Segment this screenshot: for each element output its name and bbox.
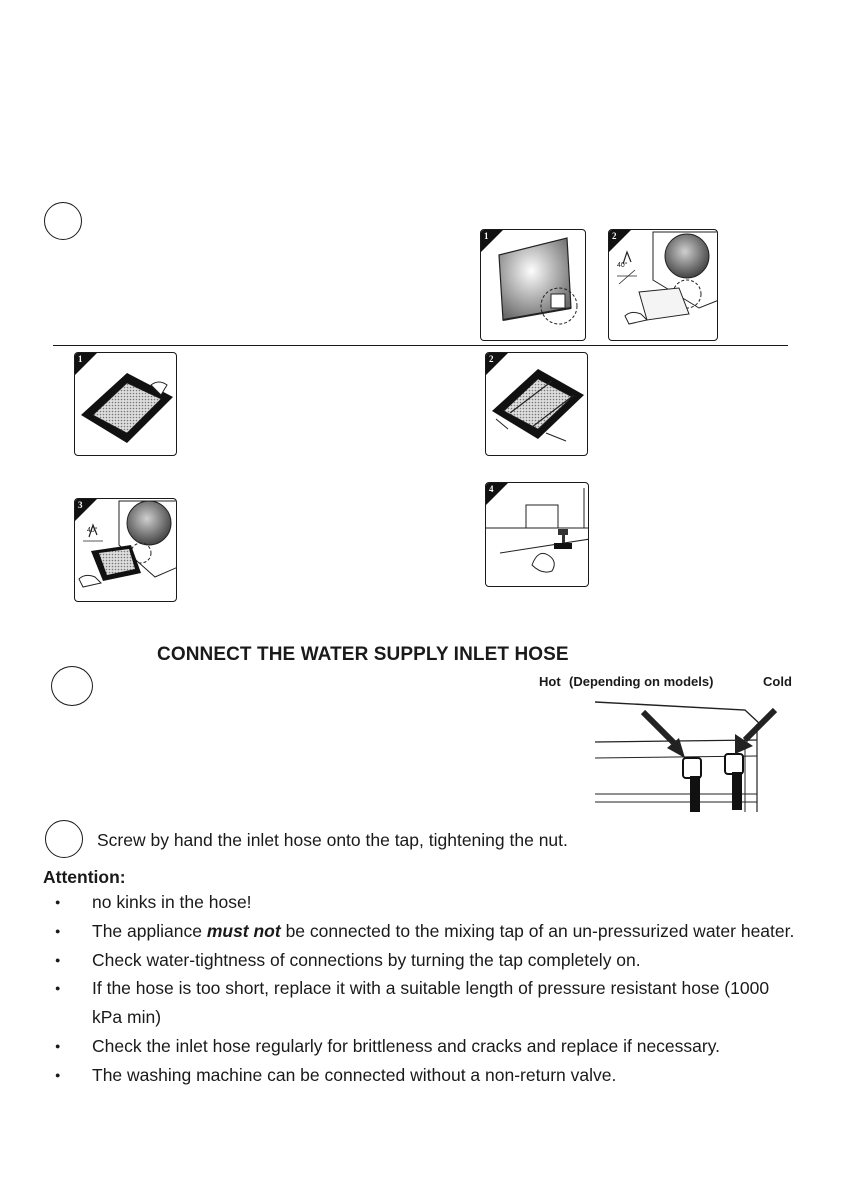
figure-number-badge: 3: [75, 499, 97, 521]
section-divider: [53, 345, 788, 346]
list-item: ● Check water-tightness of connections by turning the tap completely on.: [55, 946, 795, 975]
figure-number-badge: 1: [75, 353, 97, 375]
label-models: (Depending on models): [569, 674, 714, 689]
step-marker-circle-2: [51, 666, 93, 706]
list-item: ● no kinks in the hose!: [55, 888, 795, 917]
attention-list: [55, 888, 795, 1090]
angle-label: 40°: [87, 527, 98, 534]
figure-mid-1: [74, 352, 177, 456]
step-marker-circle-3: [45, 820, 83, 858]
figure-number-badge: 1: [481, 230, 503, 252]
emphasis-must-not: must not: [206, 920, 281, 941]
figure-top-1: [480, 229, 586, 341]
label-cold: Cold: [763, 674, 792, 689]
label-hot: Hot: [539, 674, 561, 689]
figure-mid-2: [485, 352, 588, 456]
figure-number-badge: 2: [486, 353, 508, 375]
list-item: ● The washing machine can be connected without a non-return valve.: [55, 1061, 795, 1090]
angle-label: 40°: [617, 262, 628, 269]
hot-tap: [683, 758, 701, 812]
figure-mid-3: [74, 498, 177, 602]
figure-top-2: [608, 229, 718, 341]
section-heading: CONNECT THE WATER SUPPLY INLET HOSE: [157, 644, 569, 665]
figure-number-badge: 2: [609, 230, 631, 252]
figure-mid-4: [485, 482, 589, 587]
tap-diagram: [595, 696, 805, 818]
list-item: ● The appliance must not be connected to the mixing tap of an un-pressurized water heater.: [55, 917, 795, 946]
list-item: ● Check the inlet hose regularly for brittleness and cracks and replace if necessary.: [55, 1032, 795, 1061]
list-item: ● If the hose is too short, replace it with a suitable length of pressure resistant hose (1000 kPa min): [55, 974, 795, 1032]
figure-number-badge: 4: [486, 483, 508, 505]
arrow-icon: [643, 712, 685, 758]
step-instruction: Screw by hand the inlet hose onto the tap, tightening the nut.: [97, 830, 568, 850]
arrow-icon: [735, 710, 775, 754]
attention-title: Attention:: [43, 867, 126, 887]
step-marker-circle-1: [44, 202, 82, 240]
